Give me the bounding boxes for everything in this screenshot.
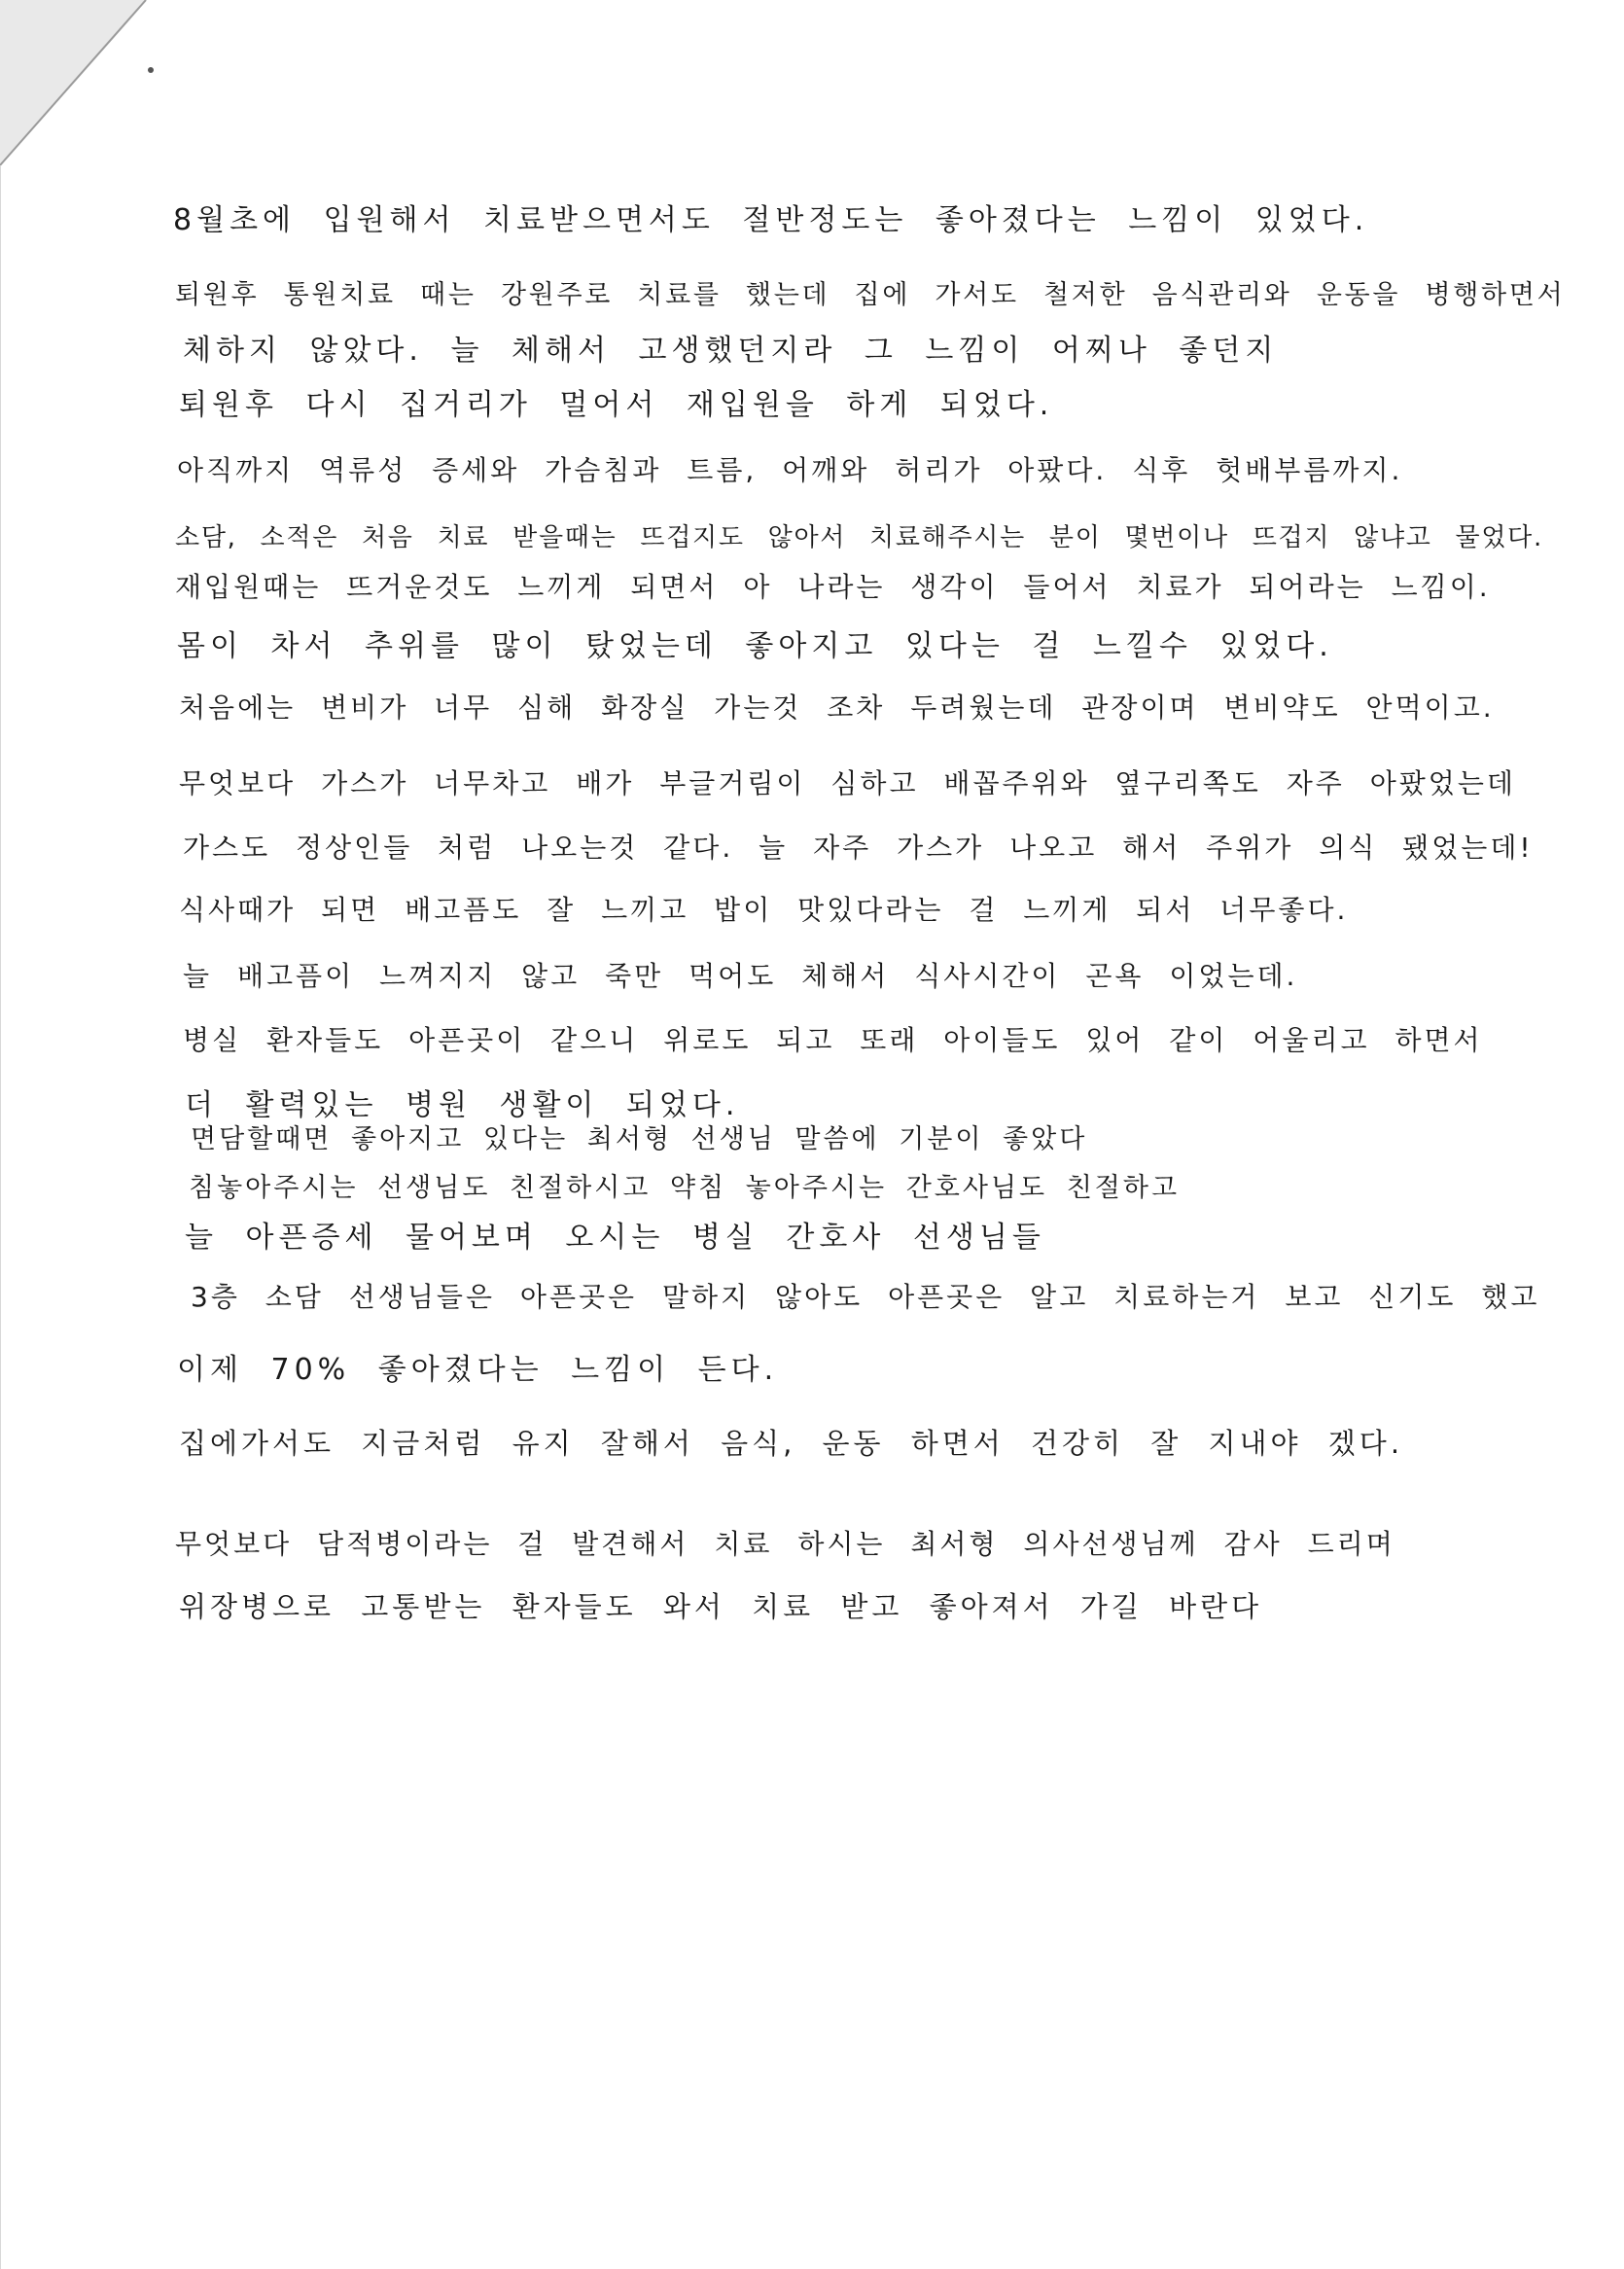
letter-line-16: 면담할때면 좋아지고 있다는 최서형 선생님 말씀에 기분이 좋았다	[191, 1124, 1088, 1154]
letter-line-8: 몸이 차서 추위를 많이 탔었는데 좋아지고 있다는 걸 느낄수 있었다.	[177, 629, 1333, 663]
letter-line-19: 3층 소담 선생님들은 아픈곳은 말하지 않아도 아픈곳은 알고 치료하는거 보고 신기도 했고	[191, 1281, 1540, 1313]
letter-line-17: 침놓아주시는 선생님도 친절하시고 약침 놓아주시는 간호사님도 친절하고	[189, 1173, 1181, 1203]
letter-line-9: 처음에는 변비가 너무 심해 화장실 가는것 조차 두려웠는데 관장이며 변비약도 안먹이고.	[179, 691, 1495, 724]
letter-line-6: 소담, 소적은 처음 치료 받을때는 뜨겁지도 않아서 치료해주시는 분이 몇번이나 뜨겁지 않냐고 물었다.	[175, 523, 1543, 552]
letter-line-10: 무엇보다 가스가 너무차고 배가 부글거림이 심하고 배꼽주위와 옆구리쪽도 자주 아팠었는데	[179, 767, 1516, 799]
letter-line-14: 병실 환자들도 아픈곳이 같으니 위로도 되고 또래 아이들도 있어 같이 어울리고 하면서	[183, 1024, 1483, 1056]
letter-line-5: 아직까지 역류성 증세와 가슴침과 트름, 어깨와 허리가 아팠다. 식후 헛배부름까지.	[177, 454, 1403, 486]
letter-line-23: 위장병으로 고통받는 환자들도 와서 치료 받고 좋아져서 가길 바란다	[179, 1590, 1263, 1623]
letter-line-7: 재입원때는 뜨거운것도 느끼게 되면서 아 나라는 생각이 들어서 치료가 되어라는 느낌이.	[175, 571, 1491, 603]
letter-line-3: 체하지 않았다. 늘 체해서 고생했던지라 그 느낌이 어찌나 좋던지	[183, 334, 1279, 368]
letter-line-18: 늘 아픈증세 물어보며 오시는 병실 간호사 선생님들	[185, 1221, 1045, 1255]
letter-line-22: 무엇보다 담적병이라는 걸 발견해서 치료 하시는 최서형 의사선생님께 감사 드리며	[175, 1528, 1395, 1560]
letter-line-21: 집에가서도 지금처럼 유지 잘해서 음식, 운동 하면서 건강히 잘 지내야 겠다.	[179, 1427, 1404, 1460]
letter-line-4: 퇴원후 다시 집거리가 멀어서 재입원을 하게 되었다.	[179, 388, 1054, 422]
letter-line-1: 8월초에 입원해서 치료받으면서도 절반정도는 좋아졌다는 느낌이 있었다.	[173, 203, 1369, 237]
letter-line-20: 이제 70% 좋아졌다는 느낌이 든다.	[177, 1353, 779, 1387]
letter-line-11: 가스도 정상인들 처럼 나오는것 같다. 늘 자주 가스가 나오고 해서 주위가 의식 됐었는데!	[183, 832, 1534, 864]
letter-line-13: 늘 배고픔이 느껴지지 않고 죽만 먹어도 체해서 식사시간이 곤욕 이었는데.	[183, 960, 1298, 992]
letter-line-12: 식사때가 되면 배고픔도 잘 느끼고 밥이 맛있다라는 걸 느끼게 되서 너무좋다.	[179, 894, 1349, 926]
letter-line-2: 퇴원후 통원치료 때는 강원주로 치료를 했는데 집에 가서도 철저한 음식관리와 운동을 병행하면서	[175, 280, 1566, 310]
letter-line-15: 더 활력있는 병원 생활이 되었다.	[185, 1088, 740, 1122]
